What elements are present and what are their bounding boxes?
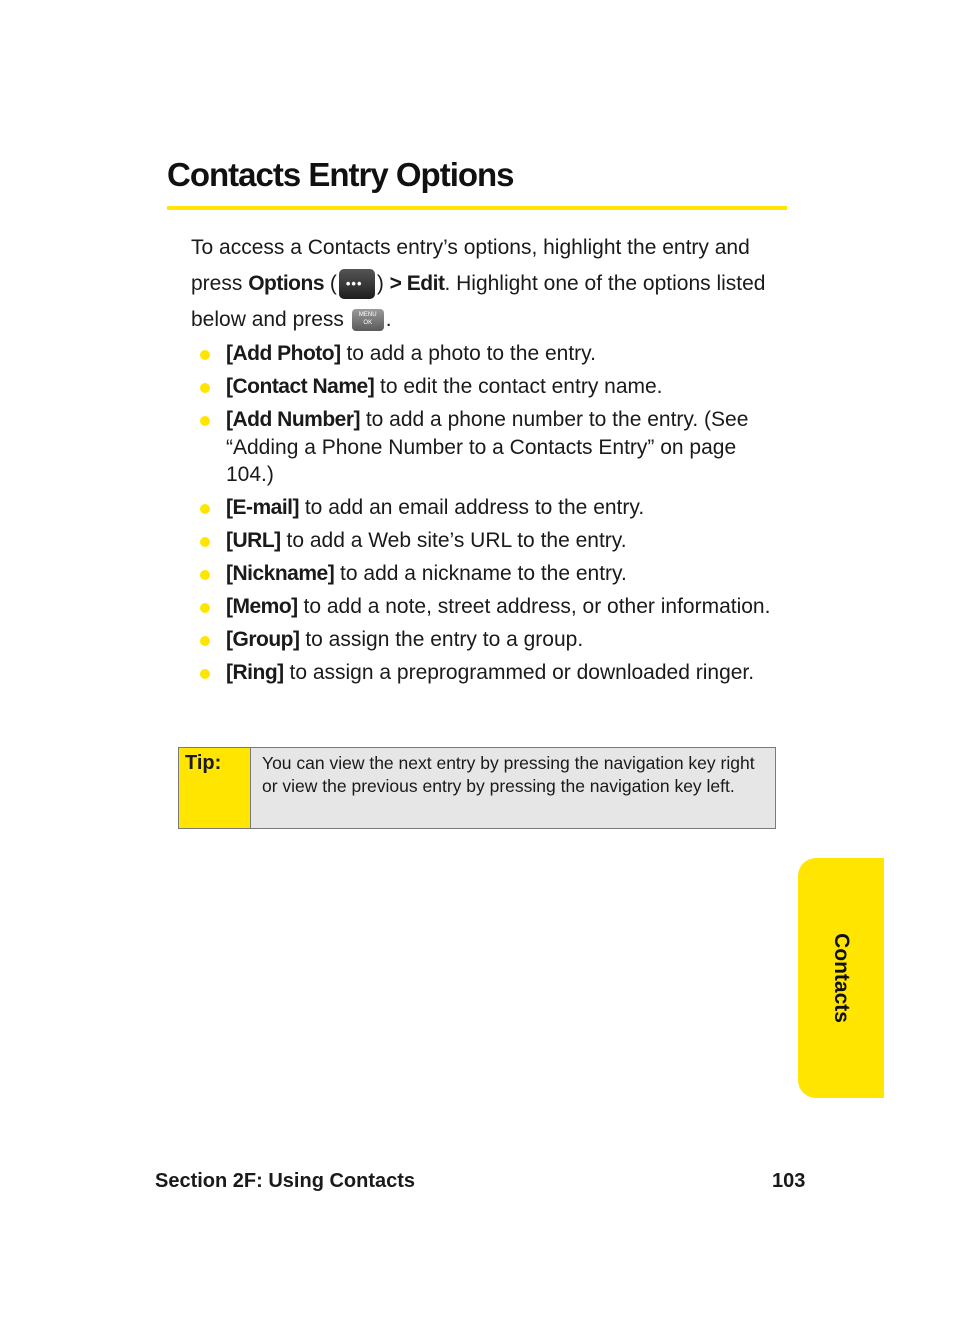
option-label: [URL] [226, 529, 281, 552]
option-description: to add a note, street address, or other information. [297, 595, 771, 618]
option-description: to add a nickname to the entry. [334, 562, 627, 585]
tip-text: You can view the next entry by pressing the navigation key right or view the previous entry by pressing the navigation key left. [251, 748, 775, 828]
menu-ok-key-icon [352, 309, 384, 331]
list-item [198, 560, 788, 588]
bullet-icon [200, 504, 210, 514]
bullet-icon [200, 570, 210, 580]
list-item [198, 626, 788, 654]
option-description: to add a Web site’s URL to the entry. [280, 529, 627, 552]
list-item [198, 340, 788, 368]
intro-highlight-text: . Highlight one of the options listed [444, 272, 766, 295]
list-item [198, 527, 788, 555]
footer-page-number: 103 [772, 1170, 806, 1192]
bullet-icon [200, 416, 210, 426]
options-list [198, 340, 788, 692]
paren-open: ( [324, 272, 337, 295]
list-item [198, 373, 788, 401]
option-label: [Nickname] [226, 562, 335, 585]
intro-press-text: press [191, 272, 249, 295]
bullet-icon [200, 603, 210, 613]
tip-box [178, 747, 776, 829]
page-title: Contacts Entry Options [167, 156, 514, 193]
option-label: [Group] [226, 628, 300, 651]
option-description: to add a phone number to the entry. (See “Adding a Phone Number to a Contacts Entry” on page 104.) [226, 408, 749, 486]
intro-below-text: below and press [191, 308, 350, 331]
paren-close: ) [376, 272, 390, 295]
list-item [198, 659, 788, 687]
section-side-tab [798, 858, 884, 1098]
option-label: [E-mail] [226, 496, 300, 519]
bullet-icon [200, 383, 210, 393]
option-label: [Add Photo] [226, 342, 341, 365]
intro-line-3 [191, 302, 791, 338]
option-description: to add a photo to the entry. [340, 342, 596, 365]
title-underline [167, 206, 787, 210]
intro-paragraph [191, 230, 791, 338]
intro-line-2 [191, 266, 791, 302]
ellipsis-softkey-icon: ••• [339, 269, 375, 299]
option-description: to assign the entry to a group. [299, 628, 584, 651]
option-description: to edit the contact entry name. [374, 375, 663, 398]
menu-key-text: MENU [358, 312, 377, 319]
tip-label: Tip: [179, 748, 251, 828]
list-item [198, 494, 788, 522]
bullet-icon [200, 669, 210, 679]
options-key-label: Options [248, 272, 325, 295]
bullet-icon [200, 636, 210, 646]
option-label: [Add Number] [226, 408, 360, 431]
option-description: to assign a preprogrammed or downloaded ringer. [283, 661, 755, 684]
footer-section-title: Section 2F: Using Contacts [155, 1170, 416, 1192]
edit-menu-label: > Edit [389, 272, 445, 295]
option-label: [Memo] [226, 595, 298, 618]
bullet-icon [200, 350, 210, 360]
list-item [198, 406, 788, 489]
intro-period: . [385, 308, 392, 331]
option-label: [Ring] [226, 661, 284, 684]
list-item [198, 593, 788, 621]
side-tab-label: Contacts [830, 933, 853, 1023]
bullet-icon [200, 537, 210, 547]
ok-key-text: OK [363, 320, 373, 327]
intro-line-1: To access a Contacts entry’s options, highlight the entry and [191, 236, 750, 259]
option-label: [Contact Name] [226, 375, 375, 398]
option-description: to add an email address to the entry. [299, 496, 645, 519]
